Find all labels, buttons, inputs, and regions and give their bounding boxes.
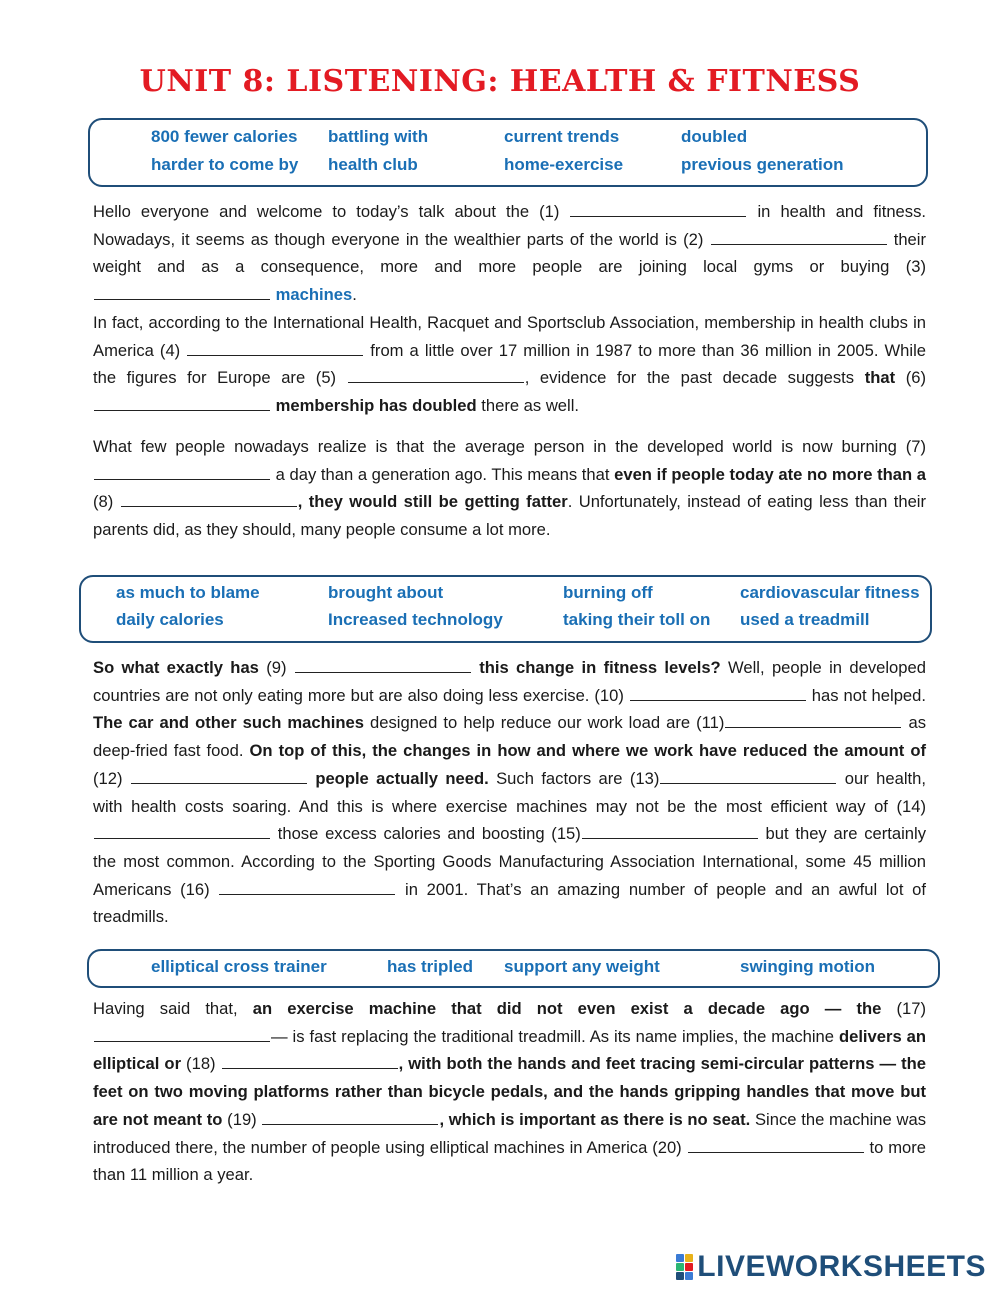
paragraph-2: What few people nowadays realize is that the average person in the developed world is now burning (7) a day than a generation ago. This means that even if people today ate no more than a (8) , they would still be getting fatter. Unfortunately, instead of eating less than their parents did, as they should, many people consume a lot more. [93, 437, 927, 540]
word-bank-item: 800 fewer calories [151, 127, 298, 146]
word-bank-item: health club [328, 155, 418, 174]
logo-text: LIVEWORKSHEETS [697, 1250, 986, 1283]
blank-13[interactable] [660, 767, 836, 784]
logo-mark-icon [676, 1254, 693, 1280]
word-bank-item: cardiovascular fitness [740, 583, 920, 602]
word-bank-item: swinging motion [740, 957, 876, 976]
word-bank-item: support any weight [504, 957, 660, 976]
blank-19[interactable] [262, 1108, 438, 1125]
blank-14[interactable] [94, 822, 270, 839]
blank-18[interactable] [222, 1052, 398, 1069]
word-bank-item: Increased technology [328, 610, 503, 629]
blank-7[interactable] [94, 463, 270, 480]
paragraph-4: Having said that, an exercise machine that did not even exist a decade ago — the (17)— is fast replacing the traditional treadmill. As its name implies, the machine delivers an elliptical or (18) , with both the hands and feet tracing semi-circular patterns — the feet on two moving platforms rather than bicycle pedals, and the hands gripping handles that move but are not meant to (19) , which is important as there is no seat. Since the machine was introduced there, the number of people using elliptical machines in America (20) to more than 11 million a year. [93, 999, 927, 1185]
blank-5[interactable] [348, 366, 524, 383]
blank-16[interactable] [219, 878, 395, 895]
paragraph-3: So what exactly has (9) this change in fitness levels? Well, people in developed countries are not only eating more but are also doing less exercise. (10) has not helped. The car and other such machines designed to help reduce our work load are (11) as deep-fried fast food. On top of this, the changes in how and where we work have reduced the amount of (12) people actually need. Such factors are (13) our health, with health costs soaring. And this is where exercise machines may not be the most efficient way of (14) those excess calories and boosting (15) but they are certainly the most common. According to the Sporting Goods Manufacturing Association International, some 45 million Americans (16) in 2001. That’s an amazing number of people and an awful lot of treadmills. [93, 658, 927, 927]
blank-6[interactable] [94, 394, 270, 411]
blank-8[interactable] [121, 490, 297, 507]
blank-17[interactable] [94, 1025, 270, 1042]
word-bank-item: battling with [328, 127, 429, 146]
word-bank-item: burning off [563, 583, 653, 602]
blank-9[interactable] [295, 656, 471, 673]
word-bank-item: daily calories [116, 610, 224, 629]
word-bank-item: taking their toll on [563, 610, 711, 629]
blank-15[interactable] [582, 822, 758, 839]
liveworksheets-logo [676, 1250, 986, 1284]
word-bank-item: doubled [681, 127, 748, 146]
word-bank-item: brought about [328, 583, 444, 602]
page-title: UNIT 8: LISTENING: HEALTH & FITNESS [139, 64, 861, 99]
blank-10[interactable] [630, 684, 806, 701]
paragraph-1: Hello everyone and welcome to today’s talk about the (1) in health and fitness. Nowadays, it seems as though everyone in the wealthier parts of the world is (2) their weight and as a consequence, more and more people are joining local gyms or buying (3) machines. In fact, according to the International Health, Racquet and Sportsclub Association, membership in health clubs in America (4) from a little over 17 million in 1987 to more than 36 million in 2005. While the figures for Europe are (5) , evidence for the past decade suggests that (6) membership has doubled there as well. [93, 202, 927, 415]
blank-3[interactable] [94, 283, 270, 300]
blank-20[interactable] [688, 1136, 864, 1153]
word-bank-item: elliptical cross trainer [151, 957, 327, 976]
word-bank-item: has tripled [387, 957, 473, 976]
word-bank-item: as much to blame [116, 583, 260, 602]
blank-12[interactable] [131, 767, 307, 784]
word-bank-item: used a treadmill [740, 610, 870, 629]
word-bank-item: harder to come by [151, 155, 299, 174]
word-bank-item: current trends [504, 127, 620, 146]
word-bank-item: home-exercise [504, 155, 624, 174]
blank-4[interactable] [187, 339, 363, 356]
blank-1[interactable] [570, 200, 746, 217]
blank-11[interactable] [725, 711, 901, 728]
blank-2[interactable] [711, 228, 887, 245]
word-bank-item: previous generation [681, 155, 844, 174]
